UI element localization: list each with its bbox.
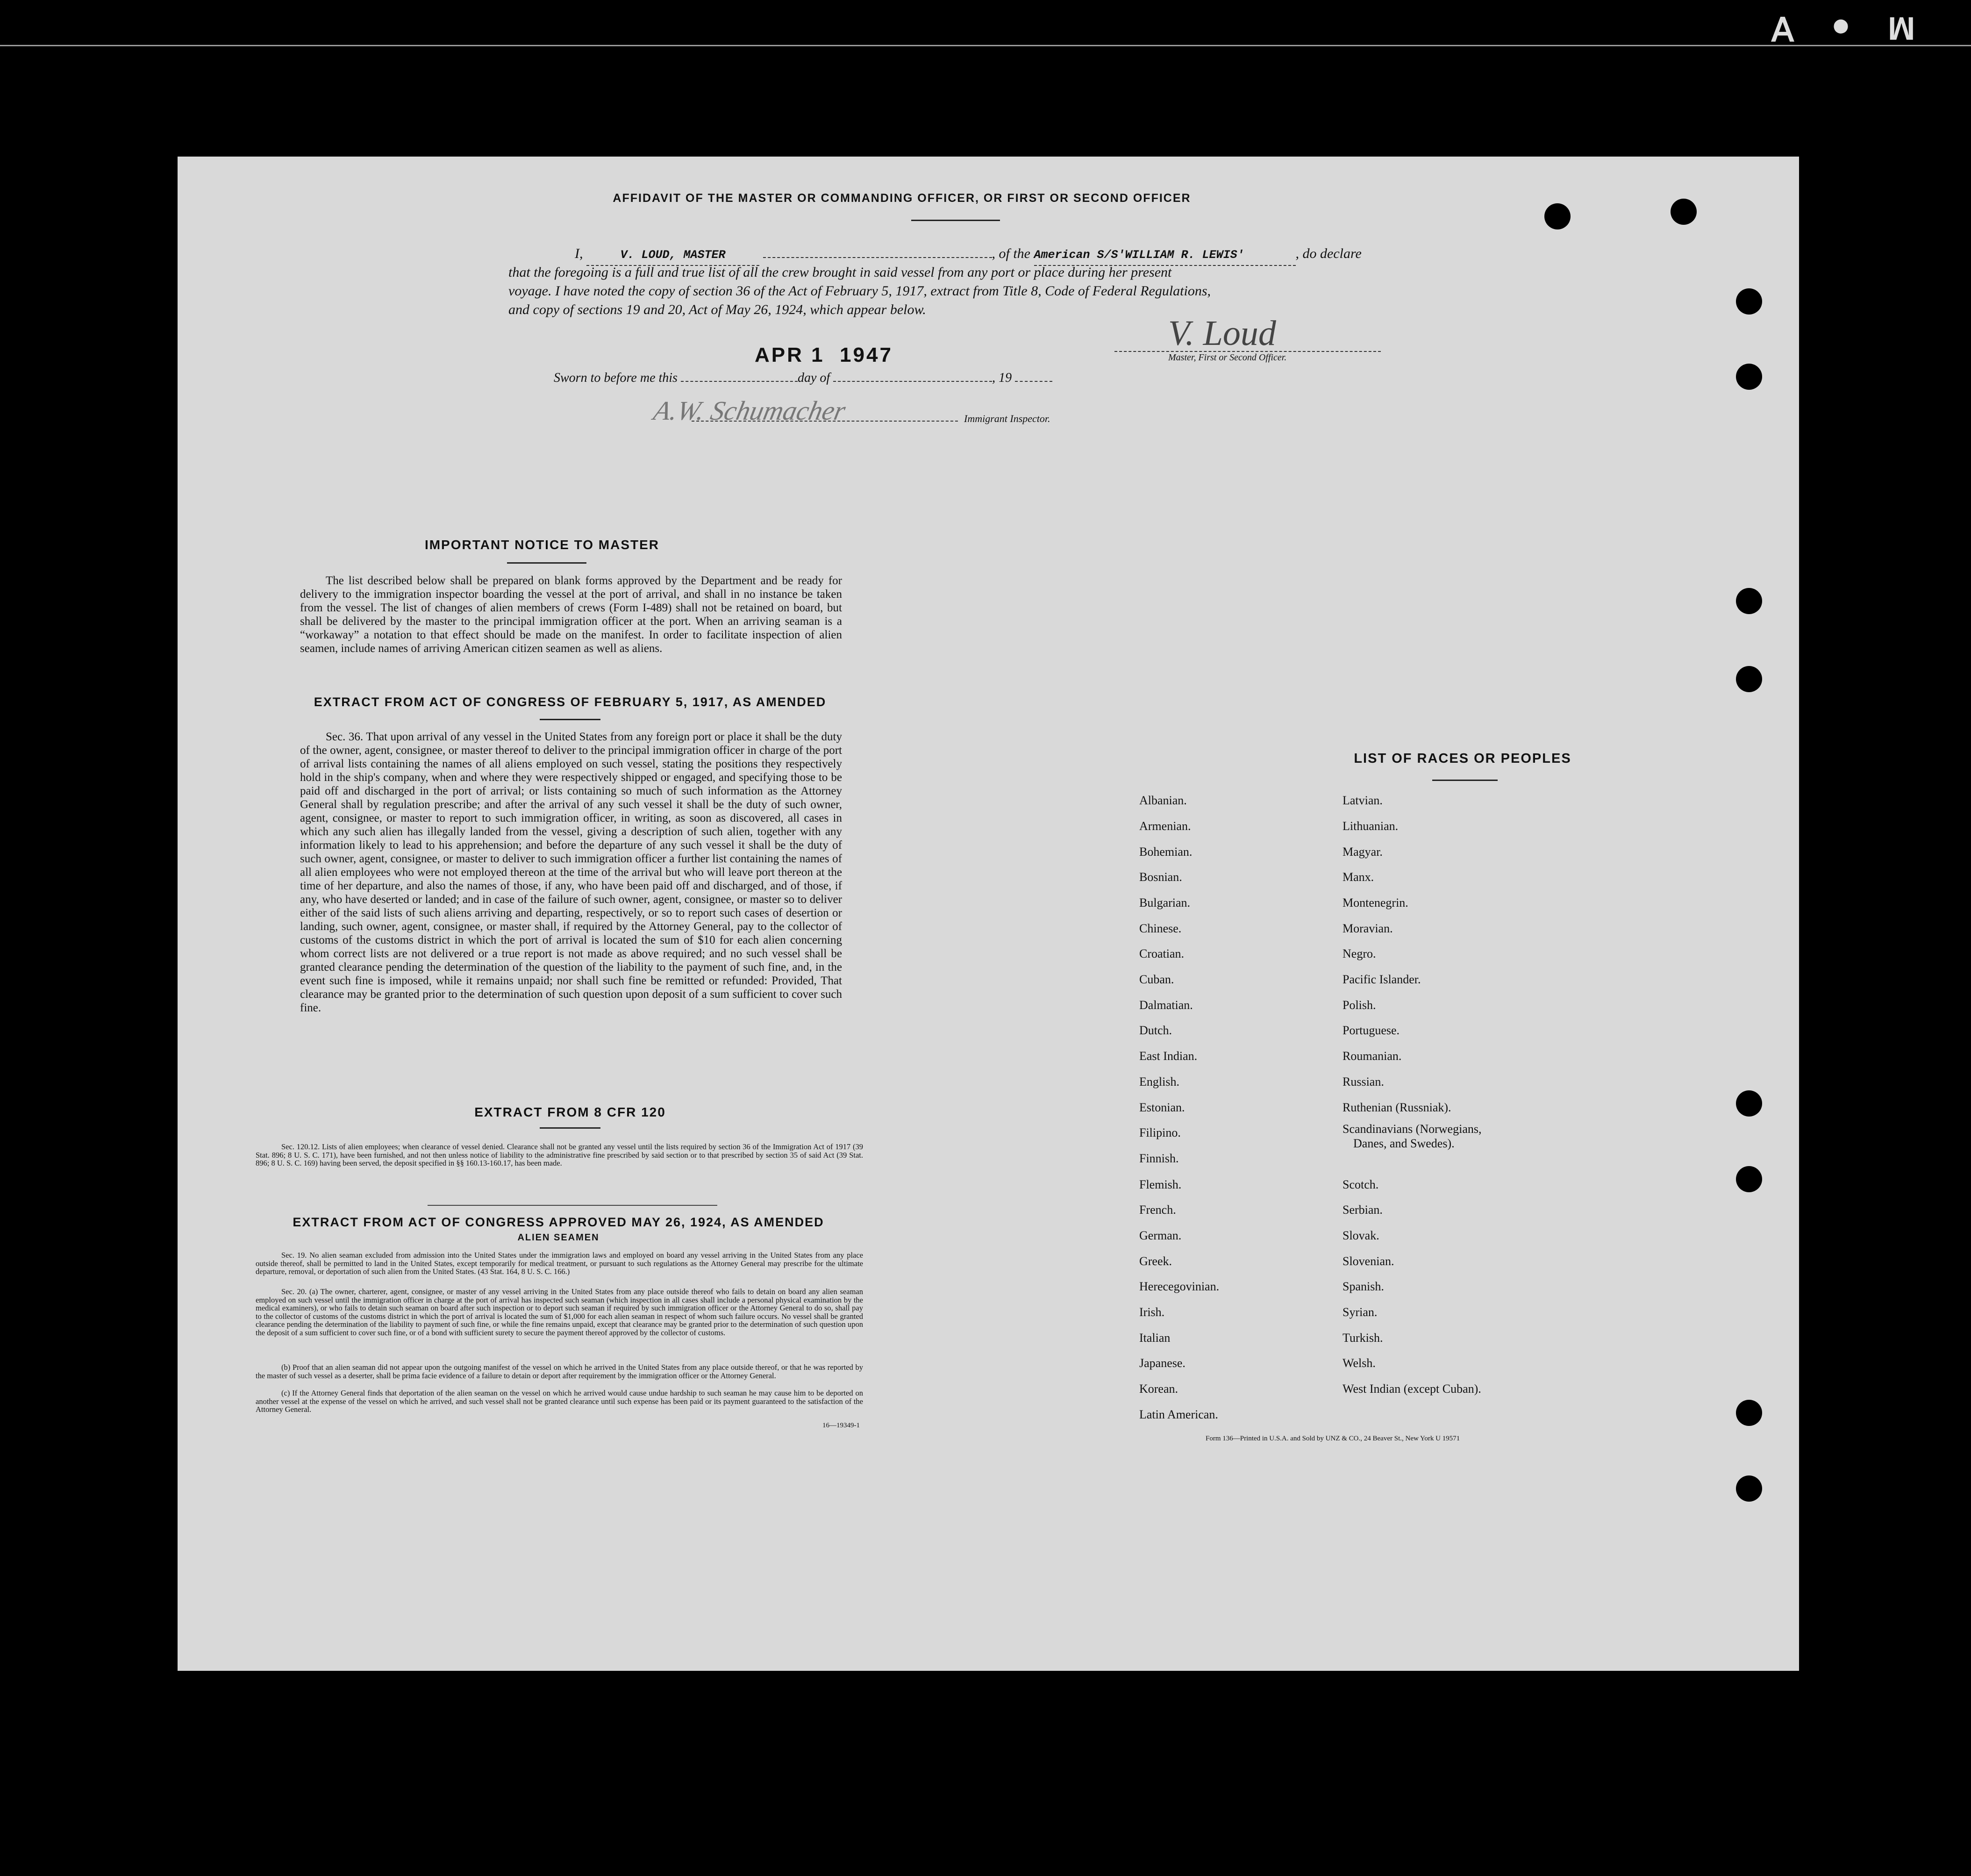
- extract-1924-sec20c: (c) If the Attorney General finds that deportation of the alien seaman on the vessel on which he arrived would cause undue hardship to such seaman he may cause him to be deported on another vessel at the expense of the vessel on which he arrived, and such vessel shall not be granted clearance until such expense has been paid or its payment guaranteed to the satisfaction of the Attorney General.: [256, 1389, 863, 1414]
- binder-hole: [1736, 666, 1762, 692]
- extract-1924-title: EXTRACT FROM ACT OF CONGRESS APPROVED MAY 26, 1924, AS AMENDED: [293, 1215, 824, 1229]
- inspector-caption: Immigrant Inspector.: [964, 413, 1050, 424]
- extract-cfr-title: EXTRACT FROM 8 CFR 120: [474, 1105, 666, 1119]
- race-item: Irish.: [1139, 1305, 1165, 1319]
- extract-1924-sec20b: (b) Proof that an alien seaman did not appear upon the outgoing manifest of the vessel on which he arrived in the United States from any place outside thereof, or that he was reported by the master of such vessel as a deserter, shall be prima facie evidence of a failure to detain or deport after requirement by the immigration officer or the Attorney General.: [256, 1363, 863, 1380]
- declaration-i: I,: [575, 246, 583, 261]
- extract-cfr-body: Sec. 120.12. Lists of alien employees; when clearance of vessel denied. Clearance shall not be granted any vessel until the lists required by section 36 of the Immigration Act of 1917 (39 Stat. 896; 8 U. S. C. 171), have been furnished, and not then unless notice of liability to the administrative fine prescribed by said section or to that prescribed by section 35 of said Act (39 Stat. 896; 8 U. S. C. 169) having been served, the deposit specified in §§ 160.13-160.17, has been made.: [256, 1142, 863, 1167]
- race-item: Spanish.: [1343, 1280, 1384, 1293]
- race-item: Magyar.: [1343, 845, 1383, 859]
- race-item: Korean.: [1139, 1382, 1178, 1396]
- race-item: Bosnian.: [1139, 870, 1182, 884]
- race-item: German.: [1139, 1229, 1182, 1242]
- extract-1917-rule: [540, 719, 600, 720]
- binder-hole: [1736, 588, 1762, 614]
- race-item: Herecegovinian.: [1139, 1280, 1220, 1293]
- extract-1924-sec19: Sec. 19. No alien seaman excluded from admission into the United States under the immigration laws and employed on board any vessel arriving in the United States from any place outside thereof, shall be permitted to land in the United States, except temporarily for medical treatment, or pursuant to such regulations as the Attorney General may prescribe for the ultimate departure, removal, or deportation of such alien from the United States. (43 Stat. 164, 8 U. S. C. 166.): [256, 1251, 863, 1276]
- scan-top-line: [0, 45, 1971, 46]
- notice-title-rule: [507, 562, 586, 564]
- binder-hole: [1736, 364, 1762, 390]
- race-item: Syrian.: [1343, 1305, 1378, 1319]
- affidavit-title-rule: [911, 220, 1000, 221]
- race-item: Montenegrin.: [1343, 896, 1408, 909]
- race-item: Japanese.: [1139, 1356, 1185, 1370]
- race-item: Lithuanian.: [1343, 819, 1399, 833]
- notice-title: IMPORTANT NOTICE TO MASTER: [424, 537, 660, 552]
- binder-hole: [1736, 1400, 1762, 1426]
- race-item: Italian: [1139, 1331, 1171, 1345]
- document-page: [178, 157, 1799, 1671]
- race-item: Scandinavians (Norwegians,: [1343, 1122, 1482, 1136]
- race-item: Finnish.: [1139, 1152, 1179, 1165]
- master-signature-caption: Master, First or Second Officer.: [1168, 352, 1287, 363]
- binder-hole: [1736, 1090, 1762, 1117]
- form-imprint: Form 136—Printed in U.S.A. and Sold by UNZ & CO., 24 Beaver St., New York U 19571: [1206, 1435, 1460, 1442]
- extract-1917-title: EXTRACT FROM ACT OF CONGRESS OF FEBRUARY 5, 1917, AS AMENDED: [314, 695, 827, 709]
- race-item: Portuguese.: [1343, 1024, 1400, 1037]
- race-item: Pacific Islander.: [1343, 973, 1421, 986]
- inspector-signature: A.W. Schumacher: [651, 395, 849, 426]
- race-item: Russian.: [1343, 1075, 1384, 1088]
- races-title: LIST OF RACES OR PEOPLES: [1354, 751, 1571, 766]
- race-item: Welsh.: [1343, 1356, 1376, 1370]
- binder-hole: [1736, 288, 1762, 315]
- extract-1917-body: Sec. 36. That upon arrival of any vessel in the United States from any foreign port or place it shall be the duty of the owner, agent, consignee, or master thereof to deliver to the principal immigration officer in charge of the port of arrival lists containing the names of all aliens employed on such vessel, stating the positions they respectively hold in the ship's company, when and where they were respectively shipped or engaged, and specifying those to be paid off and discharged in the port of arrival; or lists containing so much of such information as the Attorney General shall by regulation prescribe; and after the arrival of any such vessel it shall be the duty of such owner, agent, consignee, or master to report to such immigration officer, in writing, as soon as discovered, all cases in which any such alien has illegally landed from the vessel, giving a description of such alien, together with any information likely to lead to his apprehension; and before the departure of any such vessel it shall be the duty of such owner, agent, consignee, or master to deliver to such immigration officer a further list containing the names of all alien employees who were not employed thereon at the time of the arrival but who will leave port thereon at the time of her departure, and also the names of those, if any, who have been paid off and discharged, and of those, if any, who have deserted or landed; and in case of the failure of such owner, agent, consignee, or master so to deliver either of the said lists of such aliens arriving and departing, respectively, or so to report such cases of desertion or landing, such owner, agent, consignee, or master shall, if required by the Attorney General, pay to the collector of customs of the customs district in which the port of arrival is located the sum of $10 for each alien concerning whom correct lists are not delivered or a true report is not made as above required; and no such vessel shall be granted clearance pending the determination of the question of the liability to the payment of such fine, and, in the event such fine is imposed, while it remains unpaid; nor shall such fine be remitted or refunded: Provided, That clearance may be granted prior to the determination of such question upon deposit of a sum sufficient to cover such fine.: [300, 730, 842, 1014]
- race-item: Greek.: [1139, 1254, 1172, 1268]
- race-item: Filipino.: [1139, 1126, 1181, 1139]
- race-item: Ruthenian (Russniak).: [1343, 1101, 1451, 1114]
- race-item: Scotch.: [1343, 1178, 1379, 1191]
- race-item: Estonian.: [1139, 1101, 1185, 1114]
- section-divider: [428, 1205, 717, 1206]
- race-item: East Indian.: [1139, 1049, 1198, 1063]
- affidavit-declaration-line2: that the foregoing is a full and true list of all the crew brought in said vessel from any port or place during her present: [508, 265, 1172, 280]
- race-item: Latin American.: [1139, 1408, 1218, 1421]
- declaration-do-declare: , do declare: [1295, 246, 1362, 261]
- date-stamp: APR 1 1947: [755, 344, 893, 366]
- race-item: Chinese.: [1139, 922, 1182, 935]
- race-item: Latvian.: [1343, 794, 1383, 807]
- extract-1924-sec20a: Sec. 20. (a) The owner, charterer, agent, consignee, or master of any vessel arriving in the United States from any place outside thereof who fails to detain on board any alien seaman employed on such vessel until the immigration officer in charge at the port of arrival has inspected such seaman (which inspection in all cases shall include a personal physical examination by the medical examiners), or who fails to detain such seaman on board after such inspection or to deport such seaman if required by such immigration officer or the Attorney General to do so, shall pay to the collector of customs of the customs district in which the port of arrival is located the sum of $1,000 for each alien seaman in respect of whom such failure occurs. No vessel shall be granted clearance pending the determination of the liability to payment of such fine, or while the fine remains unpaid, except that clearance may be granted prior to the determination of such question upon the deposit of a sum sufficient to cover such fine, or of a bond with sufficient surety to secure the payment thereof approved by the collector of customs.: [256, 1287, 863, 1337]
- extract-cfr-rule: [540, 1127, 600, 1129]
- race-item: West Indian (except Cuban).: [1343, 1382, 1481, 1396]
- race-item: Albanian.: [1139, 794, 1187, 807]
- binder-hole: [1671, 199, 1697, 225]
- race-item: Flemish.: [1139, 1178, 1182, 1191]
- film-corner-mark: M ● ∀: [1757, 10, 1915, 47]
- race-item: Danes, and Swedes).: [1353, 1137, 1455, 1150]
- extract-1924-code: 16—19349-1: [822, 1422, 860, 1429]
- race-item: Slovenian.: [1343, 1254, 1394, 1268]
- race-item: Dutch.: [1139, 1024, 1172, 1037]
- race-item: Croatian.: [1139, 947, 1185, 960]
- sworn-day-of: day of: [797, 371, 830, 385]
- race-item: Turkish.: [1343, 1331, 1383, 1345]
- sworn-line: [554, 368, 1052, 388]
- binder-hole: [1736, 1166, 1762, 1192]
- race-item: Roumanian.: [1343, 1049, 1402, 1063]
- race-item: Bulgarian.: [1139, 896, 1191, 909]
- races-title-rule: [1432, 780, 1498, 781]
- race-item: Slovak.: [1343, 1229, 1379, 1242]
- vessel-name: American S/S'WILLIAM R. LEWIS': [1034, 248, 1244, 262]
- race-item: Polish.: [1343, 998, 1376, 1012]
- race-item: Armenian.: [1139, 819, 1191, 833]
- affidavit-declaration-line3: voyage. I have noted the copy of section 36 of the Act of February 5, 1917, extract from Title 8, Code of Federal Regulations,: [508, 283, 1211, 299]
- affidavit-title: AFFIDAVIT OF THE MASTER OR COMMANDING OFFICER, OR FIRST OR SECOND OFFICER: [613, 192, 1191, 205]
- notice-body: The list described below shall be prepared on blank forms approved by the Department and be ready for delivery to the immigration inspector boarding the vessel at the port of arrival, and shall in no instance be taken from the vessel. The list of changes of alien members of crews (Form I-489) shall not be retained on board, but shall be delivered by the master to the principal immigration officer at the port. When an arriving seaman is a “workaway” a notation to that effect should be made on the manifest. In order to facilitate inspection of alien seamen, include names of arriving American citizen seamen as well as aliens.: [300, 574, 842, 655]
- affidavit-declaration-line4: and copy of sections 19 and 20, Act of May 26, 1924, which appear below.: [508, 302, 926, 317]
- inspector-signature-line: [692, 421, 958, 422]
- master-name: V. LOUD, MASTER: [620, 248, 726, 262]
- race-item: Bohemian.: [1139, 845, 1193, 859]
- declaration-of-the: , of the: [992, 246, 1030, 261]
- race-item: Dalmatian.: [1139, 998, 1193, 1012]
- race-item: Cuban.: [1139, 973, 1174, 986]
- race-item: French.: [1139, 1203, 1176, 1217]
- race-item: Negro.: [1343, 947, 1376, 960]
- race-item: Serbian.: [1343, 1203, 1383, 1217]
- binder-hole: [1544, 203, 1571, 229]
- sworn-prefix: Sworn to before me this: [554, 371, 678, 385]
- race-item: English.: [1139, 1075, 1179, 1088]
- extract-1924-subtitle: ALIEN SEAMEN: [517, 1232, 600, 1243]
- race-item: Manx.: [1343, 870, 1374, 884]
- master-signature: V. Loud: [1168, 314, 1276, 353]
- sworn-year-prefix: , 19: [992, 371, 1012, 385]
- race-item: Moravian.: [1343, 922, 1393, 935]
- binder-hole: [1736, 1475, 1762, 1502]
